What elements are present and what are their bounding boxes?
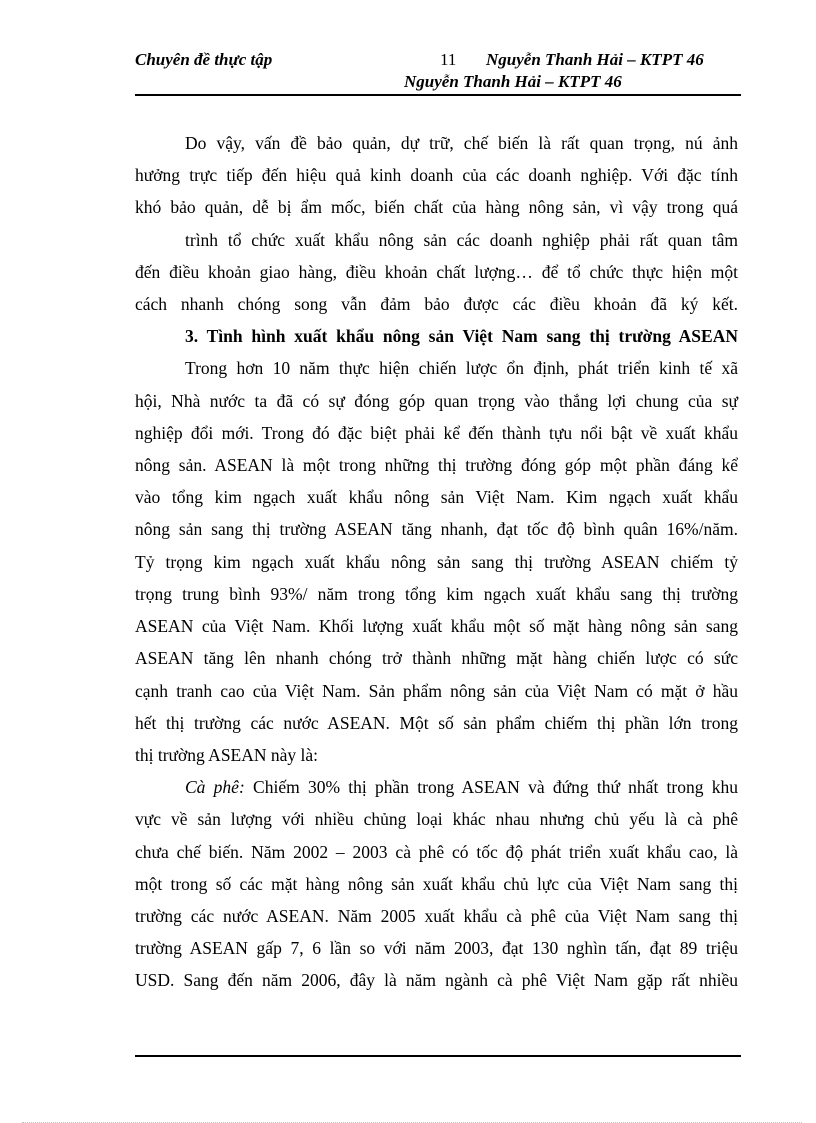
text-line: nghiệp đổi mới. Trong đó đặc biệt phải kể đến thành tựu nổi bật về xuất khẩu [135,423,738,443]
header-author-line-2: Nguyễn Thanh Hải – KTPT 46 [404,72,622,91]
header-rule [135,94,741,96]
text-line: cách nhanh chóng song vẫn đảm bảo được các điều khoản đã ký kết. [135,294,738,314]
text-line: hội, Nhà nước ta đã có sự đóng góp quan trọng vào thắng lợi chung của sự [135,391,738,411]
text-line: trình tổ chức xuất khẩu nông sản các doanh nghiệp phải rất quan tâm [185,230,738,250]
text-line: chưa chế biến. Năm 2002 – 2003 cà phê có tốc độ phát triển xuất khẩu cao, là [135,842,738,862]
section-heading: 3. Tình hình xuất khẩu nông sản Việt Nam sang thị trường ASEAN [185,326,738,346]
product-label: Cà phê: [185,777,245,797]
text-line: cạnh tranh cao của Việt Nam. Sản phẩm nông sản của Việt Nam có mặt ở hầu [135,681,738,701]
text-line: khó bảo quản, dễ bị ẩm mốc, biến chất của hàng nông sản, vì vậy trong quá [135,197,738,217]
text-span: Chiếm 30% thị phần trong ASEAN và đứng thứ nhất trong khu [244,777,738,797]
text-line: ASEAN tăng lên nhanh chóng trở thành những mặt hàng chiến lược có sức [135,648,738,668]
text-line: vào tổng kim ngạch xuất khẩu nông sản Việt Nam. Kim ngạch xuất khẩu [135,487,738,507]
text-line: trường ASEAN gấp 7, 6 lần so với năm 2003, đạt 130 nghìn tấn, đạt 89 triệu [135,938,738,958]
header-document-title: Chuyên đề thực tập [135,50,273,69]
header-author-line-1: Nguyễn Thanh Hải – KTPT 46 [486,50,704,69]
page-number: 11 [440,50,457,69]
text-line: Do vậy, vấn đề bảo quản, dự trữ, chế biến là rất quan trọng, nú ảnh [185,133,738,153]
text-line: trường các nước ASEAN. Năm 2005 xuất khẩu cà phê của Việt Nam sang thị [135,906,738,926]
text-line: nông sản. ASEAN là một trong những thị trường đóng góp một phần đáng kể [135,455,738,475]
text-line: Tỷ trọng kim ngạch xuất khẩu nông sản sang thị trường ASEAN chiếm tỷ [135,552,738,572]
text-line: hưởng trực tiếp đến hiệu quả kinh doanh của các doanh nghiệp. Với đặc tính [135,165,738,185]
text-line: vực về sản lượng với nhiều chủng loại khác nhau nhưng chủ yếu là cà phê [135,809,738,829]
text-line: ASEAN của Việt Nam. Khối lượng xuất khẩu một số mặt hàng nông sản sang [135,616,738,636]
text-line: đến điều khoản giao hàng, điều khoản chất lượng… để tổ chức thực hiện một [135,262,738,282]
text-line [185,777,738,797]
text-line: trọng trung bình 93%/ năm trong tổng kim ngạch xuất khẩu sang thị trường [135,584,738,604]
text-line: một trong số các mặt hàng nông sản xuất khẩu chủ lực của Việt Nam sang thị [135,874,738,894]
text-line: thị trường ASEAN này là: [135,745,319,765]
text-line: USD. Sang đến năm 2006, đây là năm ngành cà phê Việt Nam gặp rất nhiều [135,970,738,990]
text-line: nông sản sang thị trường ASEAN tăng nhanh, đạt tốc độ bình quân 16%/năm. [135,519,738,539]
text-line: Trong hơn 10 năm thực hiện chiến lược ổn định, phát triển kinh tế xã [185,358,738,378]
text-line: hết thị trường các nước ASEAN. Một số sản phẩm chiếm thị phần lớn trong [135,713,738,733]
footer-rule [135,1055,741,1057]
